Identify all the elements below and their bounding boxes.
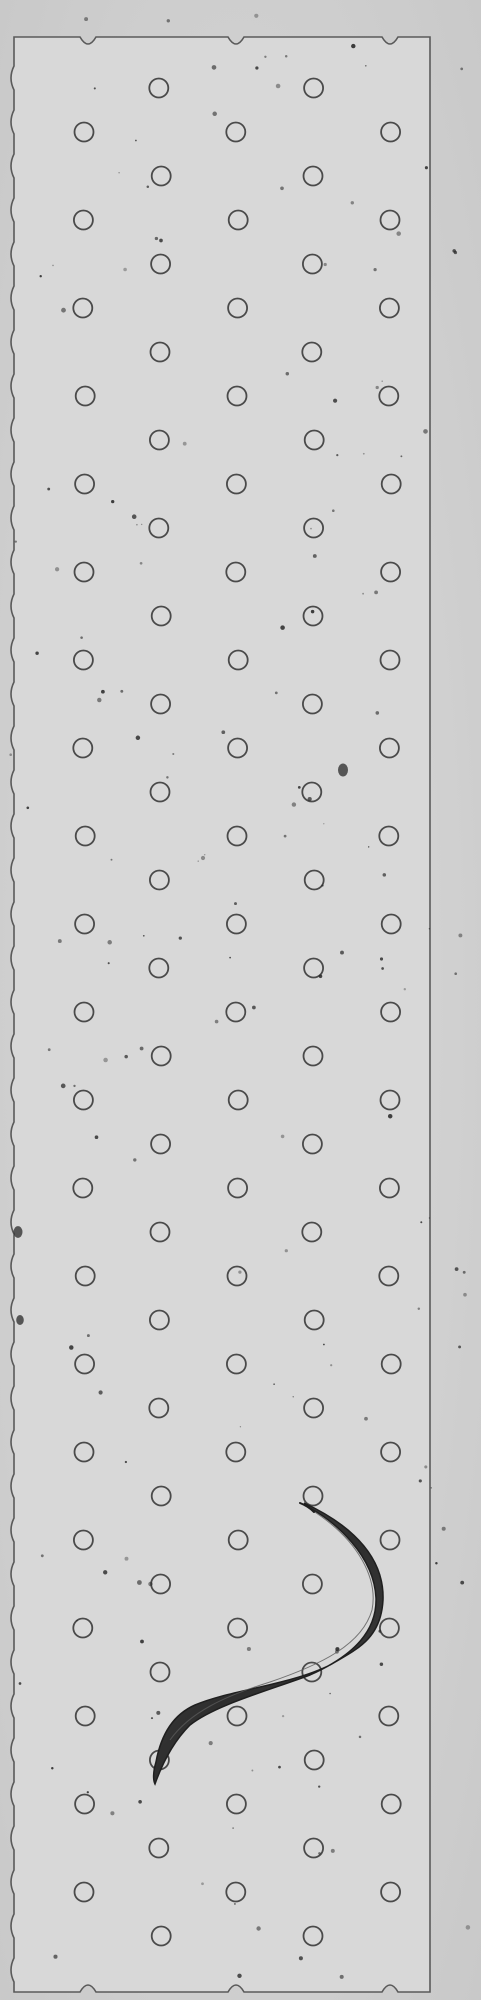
pillar [152, 607, 171, 626]
debris-speck [293, 1396, 294, 1397]
debris-speck [141, 524, 142, 525]
pillar [304, 1839, 323, 1858]
pillar [149, 1839, 168, 1858]
pillar [382, 1795, 401, 1814]
debris-speck [435, 1562, 437, 1564]
pillar [304, 1047, 323, 1066]
pillar [381, 123, 400, 142]
debris-speck [323, 823, 324, 824]
debris-speck [247, 1647, 251, 1651]
debris-speck [166, 776, 168, 778]
debris-speck [364, 1417, 368, 1421]
pillar [304, 79, 323, 98]
debris-speck [95, 1135, 99, 1139]
pillar [302, 1223, 321, 1242]
debris-speck [383, 873, 387, 877]
debris-speck [125, 1461, 127, 1463]
debris-speck [140, 1047, 144, 1051]
debris-speck [431, 1487, 432, 1488]
pillar [304, 167, 323, 186]
debris-speck [378, 1630, 381, 1633]
debris-speck [329, 1693, 331, 1695]
debris-speck [69, 1345, 73, 1349]
pillar [381, 563, 400, 582]
debris-speck [201, 856, 205, 860]
pillar [152, 1487, 171, 1506]
pillar [74, 651, 93, 670]
pillar [73, 299, 92, 318]
pillar [149, 1399, 168, 1418]
debris-speck [396, 231, 401, 236]
debris-speck [423, 429, 428, 434]
debris-speck [136, 524, 138, 526]
debris-speck [362, 593, 364, 595]
pillar [305, 1311, 324, 1330]
pillar [151, 1223, 170, 1242]
debris-speck [256, 1926, 260, 1930]
debris-speck [324, 263, 327, 266]
pillar [380, 1179, 399, 1198]
debris-speck [84, 17, 88, 21]
debris-speck [40, 275, 42, 277]
pillar [152, 167, 171, 186]
pillar [227, 1355, 246, 1374]
debris-speck [99, 1390, 103, 1394]
debris-speck [282, 1715, 284, 1717]
debris-speck [110, 1811, 114, 1815]
debris-speck [124, 1055, 128, 1059]
debris-speck [97, 698, 101, 702]
pillar [304, 1487, 323, 1506]
debris-speck [420, 1221, 422, 1223]
debris-speck [363, 453, 365, 455]
pillar [305, 1751, 324, 1770]
debris-speck [418, 1308, 420, 1310]
pillar [380, 1619, 399, 1638]
debris-speck [133, 1158, 136, 1161]
debris-speck [111, 500, 114, 503]
pillar [381, 1883, 400, 1902]
pillar [226, 1883, 245, 1902]
debris-speck [87, 1791, 89, 1793]
pillar [379, 827, 398, 846]
debris-speck [285, 1249, 288, 1252]
pillar [381, 1091, 400, 1110]
debris-speck [299, 1956, 303, 1960]
pillar [227, 915, 246, 934]
pillar [151, 255, 170, 274]
pillar [74, 1531, 93, 1550]
pillar [382, 915, 401, 934]
pillar [75, 123, 94, 142]
debris-speck [101, 690, 105, 694]
pillar [302, 783, 321, 802]
debris-speck [373, 268, 376, 271]
debris-speck [458, 1345, 461, 1348]
debris-speck [198, 860, 199, 861]
debris-speck [167, 19, 170, 22]
debris-speck [151, 1717, 153, 1719]
debris-speck [221, 730, 225, 734]
debris-speck [404, 988, 406, 990]
debris-speck [209, 1741, 213, 1745]
pillar [152, 1047, 171, 1066]
debris-speck [255, 66, 258, 69]
debris-speck [238, 1270, 241, 1273]
debris-speck [460, 1581, 464, 1585]
pillar [303, 255, 322, 274]
debris-speck [284, 835, 287, 838]
pillar [382, 475, 401, 494]
pillar [226, 1443, 245, 1462]
debris-speck [319, 975, 323, 979]
debris-speck [381, 967, 384, 970]
debris-speck [251, 1770, 253, 1772]
pillar [304, 607, 323, 626]
debris-speck [280, 625, 285, 630]
debris-speck [460, 68, 463, 71]
debris-speck [140, 562, 143, 565]
debris-speck [359, 1736, 362, 1739]
debris-speck [442, 1527, 446, 1531]
debris-speck [26, 806, 29, 809]
debris-speck [252, 1006, 256, 1010]
debris-speck [240, 1426, 241, 1427]
debris-speck [463, 1271, 466, 1274]
debris-speck [232, 1827, 233, 1828]
debris-speck [9, 753, 12, 756]
pillar [226, 1003, 245, 1022]
debris-speck [229, 957, 231, 959]
debris-speck [155, 237, 158, 240]
debris-speck [381, 380, 382, 381]
debris-speck [234, 902, 237, 905]
debris-speck [118, 172, 119, 173]
debris-speck [87, 1334, 90, 1337]
debris-speck [35, 651, 38, 654]
debris-speck [292, 802, 296, 806]
debris-speck [321, 884, 323, 886]
pillar [150, 431, 169, 450]
debris-speck [204, 854, 205, 855]
pillar [379, 1707, 398, 1726]
pillar [75, 1795, 94, 1814]
debris-speck [212, 112, 217, 117]
debris-speck [125, 1557, 129, 1561]
pillar [229, 211, 248, 230]
pillar [226, 563, 245, 582]
debris-speck [148, 1582, 152, 1586]
pillar [228, 1619, 247, 1638]
pillar [149, 79, 168, 98]
debris-speck [331, 1849, 335, 1853]
pillar [380, 739, 399, 758]
debris-speck [183, 442, 187, 446]
debris-blob [338, 764, 348, 777]
pillar [228, 299, 247, 318]
debris-speck [313, 554, 317, 558]
debris-speck [212, 65, 217, 70]
debris-speck [365, 65, 367, 67]
debris-speck [318, 1785, 320, 1787]
debris-speck [424, 1465, 427, 1468]
debris-speck [137, 1580, 142, 1585]
debris-speck [138, 1800, 142, 1804]
pillar [151, 343, 170, 362]
debris-speck [234, 1903, 236, 1905]
pillar [228, 387, 247, 406]
debris-speck [159, 239, 163, 243]
debris-speck [123, 268, 127, 272]
pillar [75, 915, 94, 934]
pillar [75, 1443, 94, 1462]
pillar [76, 387, 95, 406]
pillar [151, 1575, 170, 1594]
debris-speck [351, 201, 354, 204]
pillar [151, 1663, 170, 1682]
pillar [73, 1619, 92, 1638]
debris-speck [111, 859, 113, 861]
pillar [150, 1311, 169, 1330]
pillar [228, 1179, 247, 1198]
debris-speck [136, 736, 141, 741]
pillar [151, 695, 170, 714]
debris-speck [76, 1620, 78, 1622]
debris-speck [19, 1682, 22, 1685]
debris-speck [143, 935, 145, 937]
debris-speck [336, 454, 338, 456]
debris-speck [455, 1267, 459, 1271]
pillar [152, 1927, 171, 1946]
debris-speck [318, 1852, 321, 1855]
pillar [150, 871, 169, 890]
pillar [302, 343, 321, 362]
debris-speck [429, 1217, 430, 1218]
debris-speck [380, 957, 383, 960]
debris-speck [333, 399, 337, 403]
debris-speck [280, 186, 284, 190]
debris-blob [14, 1226, 23, 1238]
debris-speck [376, 386, 379, 389]
debris-speck [463, 1293, 467, 1297]
pillar [303, 1135, 322, 1154]
pillar [76, 827, 95, 846]
pillar [76, 1707, 95, 1726]
debris-speck [53, 1955, 57, 1959]
debris-speck [140, 1640, 144, 1644]
pillar [380, 299, 399, 318]
pillar [229, 1531, 248, 1550]
pillar [381, 211, 400, 230]
debris-speck [120, 690, 123, 693]
debris-speck [286, 372, 289, 375]
debris-speck [264, 56, 266, 58]
debris-speck [156, 1711, 160, 1715]
debris-speck [107, 940, 112, 945]
pillar [304, 1927, 323, 1946]
debris-speck [73, 1085, 75, 1087]
pillar [76, 1267, 95, 1286]
debris-speck [179, 936, 182, 939]
debris-speck [425, 166, 428, 169]
debris-speck [201, 1882, 204, 1885]
debris-speck [330, 1364, 332, 1366]
debris-speck [466, 1925, 471, 1930]
pillar [151, 783, 170, 802]
debris-speck [94, 87, 96, 89]
pillar [227, 1795, 246, 1814]
pillar [73, 1179, 92, 1198]
debris-speck [388, 1114, 393, 1119]
debris-speck [58, 939, 62, 943]
pillar [229, 651, 248, 670]
debris-speck [61, 1084, 66, 1089]
debris-speck [429, 928, 430, 929]
pillar [149, 519, 168, 538]
debris-speck [281, 1135, 285, 1139]
pillar [305, 431, 324, 450]
debris-speck [340, 951, 344, 955]
debris-speck [380, 1663, 383, 1666]
pillar [303, 1575, 322, 1594]
pillar [381, 1443, 400, 1462]
debris-speck [340, 1975, 344, 1979]
debris-speck [376, 711, 380, 715]
pillar [75, 475, 94, 494]
debris-speck [15, 540, 17, 542]
debris-speck [41, 1554, 44, 1557]
pillar [228, 827, 247, 846]
pillar [75, 1883, 94, 1902]
debris-speck [311, 610, 314, 613]
pillar [149, 959, 168, 978]
debris-speck [48, 1048, 51, 1051]
debris-speck [323, 1344, 325, 1346]
debris-speck [237, 1974, 241, 1978]
pillar [73, 739, 92, 758]
debris-speck [368, 846, 369, 847]
debris-speck [215, 1020, 219, 1024]
debris-speck [273, 1383, 275, 1385]
pillar [228, 739, 247, 758]
debris-speck [103, 1058, 108, 1063]
debris-speck [275, 692, 278, 695]
debris-speck [400, 455, 402, 457]
pillar [381, 651, 400, 670]
debris-speck [276, 84, 281, 89]
pillar [75, 1355, 94, 1374]
pillar [228, 1707, 247, 1726]
pillar [74, 211, 93, 230]
debris-speck [458, 933, 462, 937]
debris-speck [147, 186, 150, 189]
pillar [303, 695, 322, 714]
debris-speck [61, 308, 66, 313]
debris-speck [132, 514, 137, 519]
debris-speck [452, 249, 456, 253]
debris-speck [308, 797, 312, 801]
pillar [381, 1003, 400, 1022]
pillar [228, 1267, 247, 1286]
debris-speck [310, 528, 312, 530]
pillar [229, 1091, 248, 1110]
debris-speck [135, 140, 137, 142]
debris-speck [80, 636, 83, 639]
pillar [74, 1091, 93, 1110]
pillar [379, 1267, 398, 1286]
debris-speck [278, 1766, 281, 1769]
pillar [75, 563, 94, 582]
debris-speck [103, 1570, 107, 1574]
debris-speck [51, 1767, 53, 1769]
pillar [381, 1531, 400, 1550]
debris-speck [351, 44, 355, 48]
debris-speck [47, 488, 50, 491]
debris-speck [419, 1479, 422, 1482]
pillar [304, 1399, 323, 1418]
pillar [227, 475, 246, 494]
pillar [379, 387, 398, 406]
pillar [75, 1003, 94, 1022]
pillar [151, 1135, 170, 1154]
debris-speck [108, 962, 110, 964]
pillar [304, 519, 323, 538]
debris-speck [285, 55, 288, 58]
debris-speck [55, 567, 59, 571]
debris-speck [454, 972, 457, 975]
pillar [382, 1355, 401, 1374]
debris-speck [374, 591, 378, 595]
debris-blob [16, 1315, 24, 1325]
pillar [226, 123, 245, 142]
debris-speck [254, 14, 258, 18]
debris-speck [298, 786, 301, 789]
debris-speck [172, 753, 174, 755]
debris-speck [332, 509, 335, 512]
pillar [305, 871, 324, 890]
debris-speck [52, 265, 54, 267]
